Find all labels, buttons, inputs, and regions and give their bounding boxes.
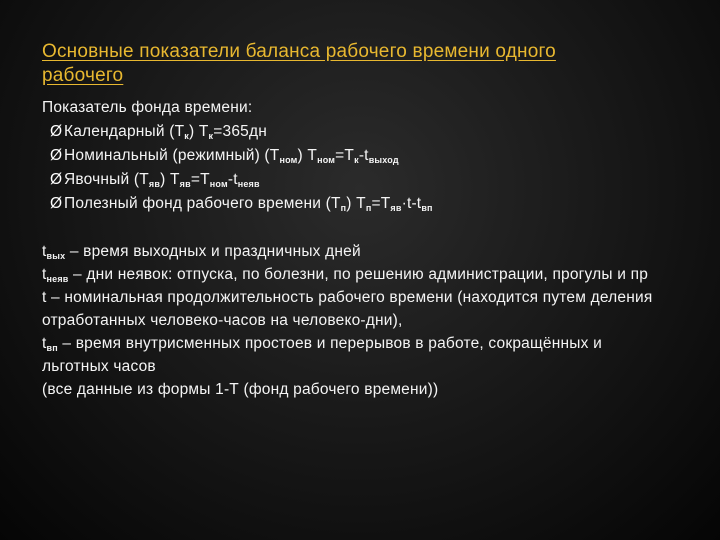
source-note: (все данные из формы 1-Т (фонд рабочего времени)) <box>42 381 439 398</box>
definition-item: $t_{вп}$ – время внутрисменных простоев и перерывов в работе, сокращённых и льготных часов <box>42 335 602 375</box>
intro-text: Показатель фонда времени: <box>42 99 253 116</box>
arrow-bullet-icon: Ø <box>50 123 63 140</box>
bullet-calendar: Ø Календарный $(Т_к)$ $Т_к=365дн$ <box>42 120 662 144</box>
bullet-useful-fund: Ø Полезный фонд рабочего времени $(Т_п)$ $Т_п=Т_{яв}\cdot t-t_{вп}$ <box>42 192 662 216</box>
bullet-attendance: Ø Явочный $(Т_{яв})$ $Т_{яв}=Т_{ном}-t_{неяв}$ <box>42 168 662 192</box>
definition-item: $t_{вых}$ – время выходных и праздничных дней <box>42 243 361 261</box>
arrow-bullet-icon: Ø <box>50 195 63 212</box>
bullet-nominal: Ø Номинальный (режимный) $(Т_{ном})$ $Т_{ном}=Т_к-t_{выход}$ <box>42 144 662 168</box>
definition-item: t – номинальная продолжительность рабочего времени (находится путем деления отработанных человеко-часов на человеко-дни), <box>42 289 653 329</box>
arrow-bullet-icon: Ø <box>50 147 63 164</box>
definitions <box>42 240 662 401</box>
slide-title: Основные показатели баланса рабочего времени одного рабочего <box>42 41 556 86</box>
arrow-bullet-icon: Ø <box>50 171 63 188</box>
definition-item: $t_{неяв}$ – дни неявок: отпуска, по болезни, по решению администрации, прогулы и пр <box>42 266 649 284</box>
slide-content <box>42 96 662 401</box>
